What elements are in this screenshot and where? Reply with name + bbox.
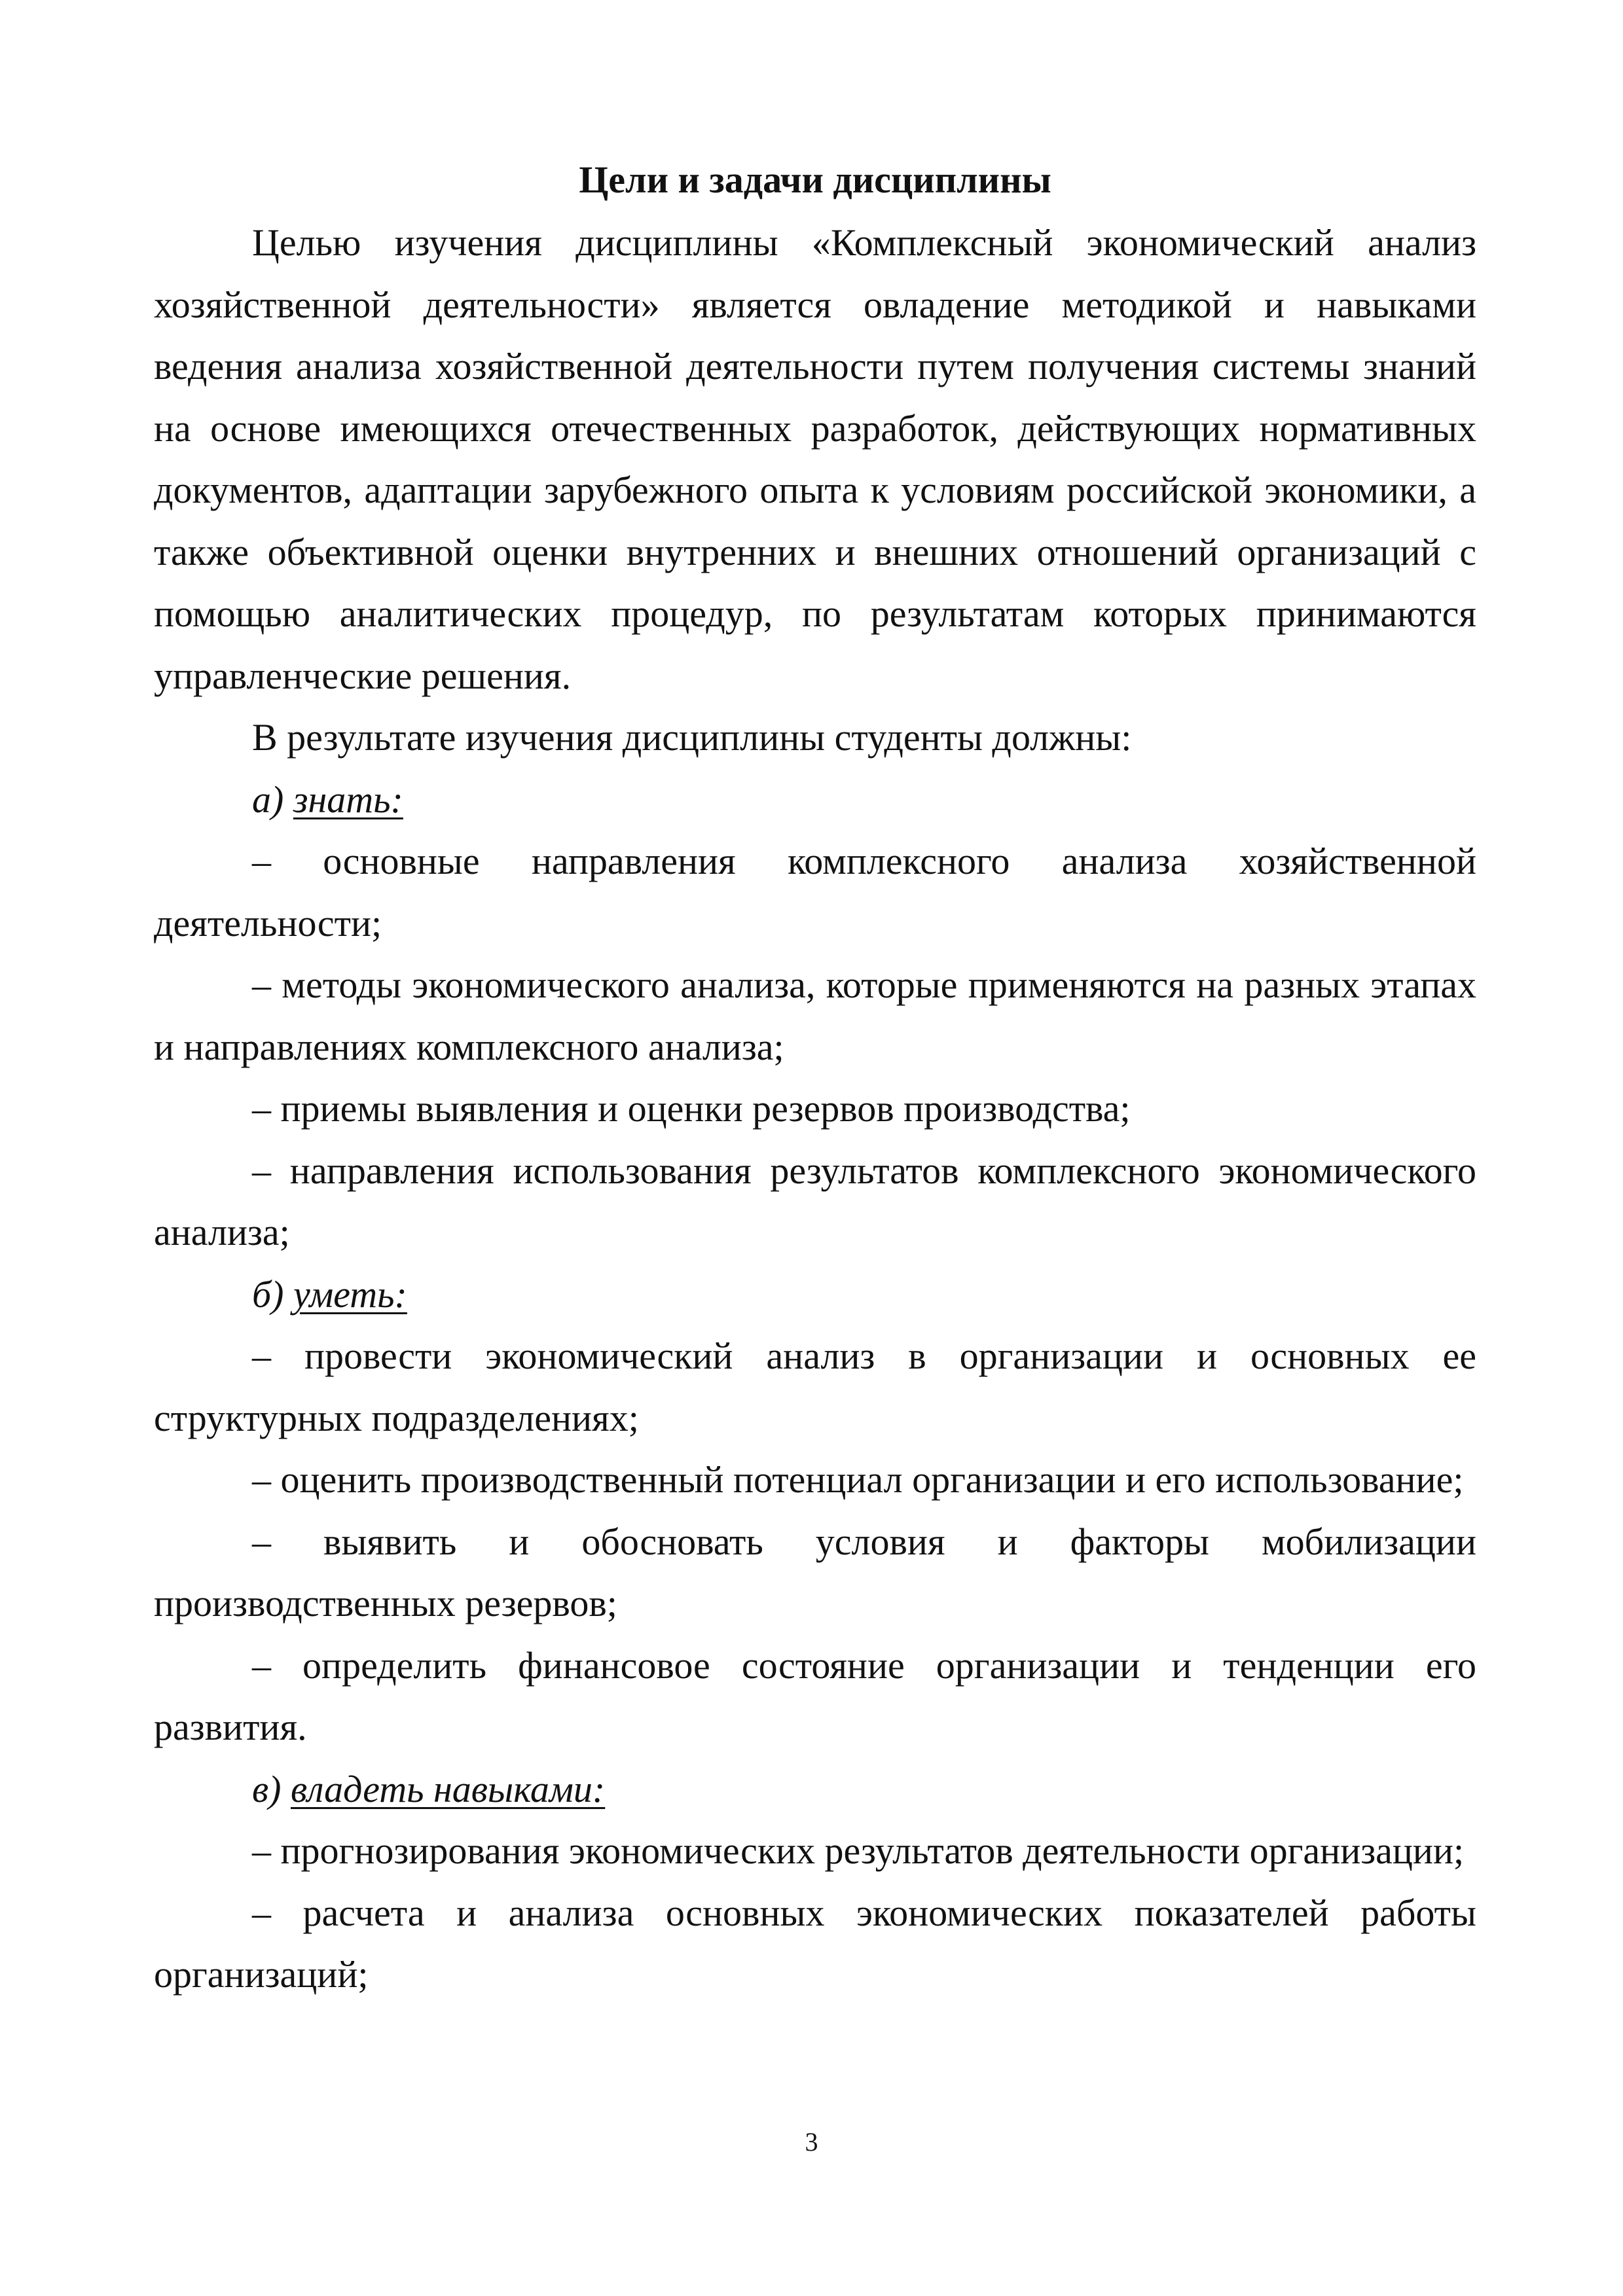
know-item-4: – направления использования результатов комплексного экономического анализа; [154,1149,1476,1253]
know-heading [154,769,1476,831]
know-item-3: – приемы выявления и оценки резервов производства; [252,1087,1131,1130]
know-item-1: – основные направления комплексного анализа хозяйственной деятельности; [154,840,1476,944]
page-number: 3 [805,2127,818,2157]
able-heading [154,1264,1476,1326]
section-title: Цели и задачи дисциплины [579,158,1051,201]
know-prefix: а) [252,778,284,821]
skills-item-1: – прогнозирования экономических результатов деятельности организации; [252,1829,1465,1872]
know-label: знать: [293,778,403,821]
able-item-2: – оценить производственный потенциал организации и его использование; [252,1458,1464,1501]
able-prefix: б) [252,1272,284,1316]
able-item-3: – выявить и обосновать условия и факторы мобилизации производственных резервов; [154,1520,1476,1624]
intro-paragraph: Целью изучения дисциплины «Комплексный экономический анализ хозяйственной деятельности» является овладение методикой и навыками ведения анализа хозяйственной деятельности путем получения системы знаний на основе имеющихся отечественных разработок, действующих нормативных документов, адаптации зарубежного опыта к условиям российской экономики, а также объективной оценки внутренних и внешних отношений организаций с помощью аналитических процедур, по результатам которых принимаются управленческие решения. [154,221,1476,697]
result-lead: В результате изучения дисциплины студенты должны: [252,716,1132,759]
skills-prefix: в) [252,1767,282,1810]
know-item-2: – методы экономического анализа, которые применяются на разных этапах и направлениях комплексного анализа; [154,963,1476,1068]
able-item-1: – провести экономический анализ в организации и основных ее структурных подразделениях; [154,1335,1476,1439]
skills-item-2: – расчета и анализа основных экономических показателей работы организаций; [154,1891,1476,1996]
able-item-4: – определить финансовое состояние организации и тенденции его развития. [154,1643,1476,1748]
document-page [154,151,1476,2006]
able-label: уметь: [293,1272,407,1316]
skills-label: владеть навыками: [291,1767,606,1810]
skills-heading [154,1759,1476,1821]
